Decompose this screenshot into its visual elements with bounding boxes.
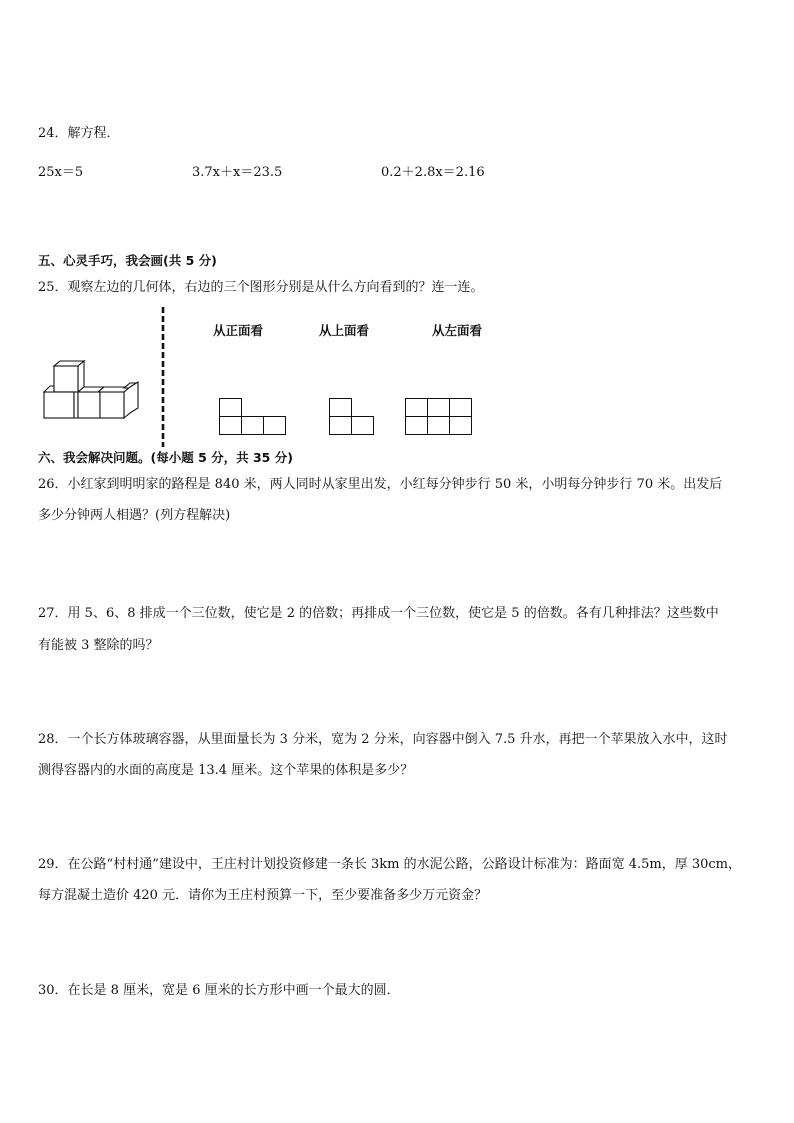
q26-line-2: 多少分钟两人相遇？(列方程解决) <box>38 508 231 523</box>
q29-line-2: 每方混凝土造价 420 元．请你为王庄村预算一下，至少要准备多少万元资金？ <box>38 888 488 903</box>
q24-equation-2: 3.7x＋x＝23.5 <box>192 165 283 180</box>
q24-equation-1: 25x＝5 <box>38 165 84 180</box>
q28-line-1: 28．一个长方体玻璃容器，从里面量长为 3 分米，宽为 2 分米，向容器中倒入 7.5 升水，再把一个苹果放入水中，这时 <box>38 732 728 747</box>
q24-equation-3: 0.2＋2.8x＝2.16 <box>381 165 485 180</box>
section5-heading: 五、心灵手巧，我会画(共 5 分) <box>38 253 217 268</box>
section6-heading: 六、我会解决问题。(每小题 5 分，共 35 分) <box>38 450 293 465</box>
geometric-solid-figure <box>40 360 150 430</box>
q30-text: 30．在长是 8 厘米，宽是 6 厘米的长方形中画一个最大的圆． <box>38 983 400 998</box>
q25-text: 25．观察左边的几何体，右边的三个图形分别是从什么方向看到的？连一连。 <box>38 280 484 295</box>
dashed-divider <box>160 307 166 447</box>
view-shape-2 <box>329 398 379 438</box>
view-shape-3 <box>405 398 477 438</box>
view-label-top: 从上面看 <box>319 323 370 338</box>
view-shape-1 <box>219 398 289 438</box>
q27-line-2: 有能被 3 整除的吗？ <box>38 638 159 653</box>
q28-line-2: 测得容器内的水面的高度是 13.4 厘米。这个苹果的体积是多少？ <box>38 763 414 778</box>
q26-line-1: 26．小红家到明明家的路程是 840 米，两人同时从家里出发，小红每分钟步行 50 米，小明每分钟步行 70 米。出发后 <box>38 477 723 492</box>
view-label-front: 从正面看 <box>213 323 264 338</box>
q24-title: 24．解方程． <box>38 126 120 141</box>
q29-line-1: 29．在公路“村村通”建设中，王庄村计划投资修建一条长 3km 的水泥公路，公路设计标准为：路面宽 4.5m，厚 30cm， <box>38 857 741 872</box>
q27-line-1: 27．用 5、6、8 排成一个三位数，使它是 2 的倍数；再排成一个三位数，使它是 5 的倍数。各有几种排法？这些数中 <box>38 606 719 621</box>
view-label-left: 从左面看 <box>432 323 483 338</box>
